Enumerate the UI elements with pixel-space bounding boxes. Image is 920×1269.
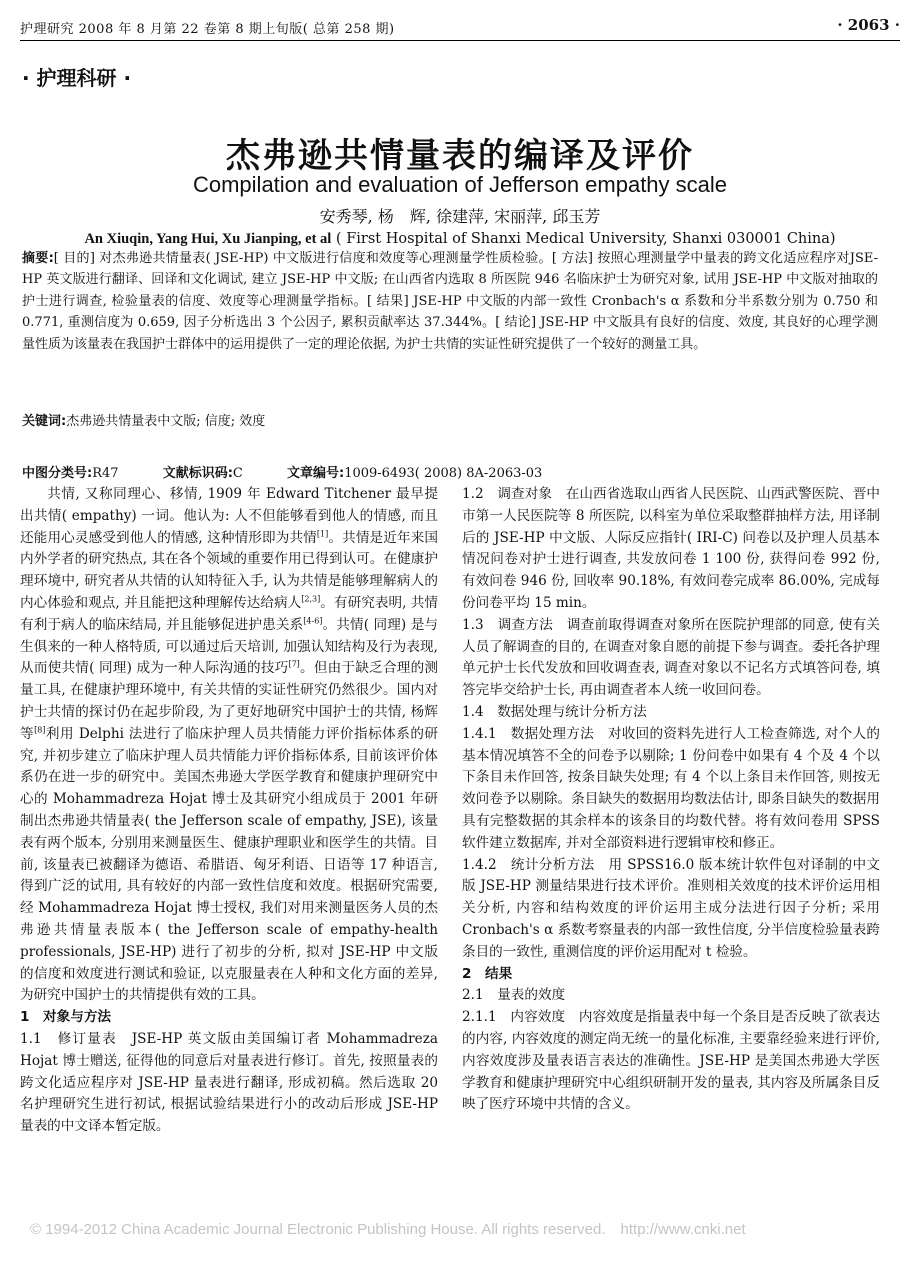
citation: [7]: [288, 659, 300, 669]
title-chinese: 杰弗逊共情量表的编译及评价: [226, 136, 694, 176]
heading-methods: 1 对象与方法: [20, 1009, 112, 1026]
section-2-1-1: 2.1.1 内容效度 内容效度是指量表中每一个条目是否反映了欲表达的内容, 内容效度的测定尚无统一的量化标准, 主要靠经验来进行评价, 内容效度涉及量表语言表达的准确性。JSE-HP 是美国杰弗逊大学医学教育和健康护理研究中心组织研制开发的量表, 其内容及所属条目反映了医疗环境中共情的含义。: [462, 1009, 880, 1113]
citation: [4-6]: [303, 616, 323, 626]
section-tag: · 护理科研 ·: [22, 66, 132, 90]
keywords: [22, 412, 878, 432]
section-1-4-heading: 1.4 数据处理与统计分析方法: [462, 703, 647, 720]
journal-info: 护理研究 2008 年 8 月第 22 卷第 8 期上旬版( 总第 258 期): [20, 22, 395, 37]
section-1-4-2: 1.4.2 统计分析方法 用 SPSS16.0 版本统计软件包对译制的中文版 JSE-HP 测量结果进行技术评价。准则相关效度的技术评价运用相关分析, 内容和结构效度的评价运用主成分法进行因子分析; 采用 Cronbach's α 系数考察量表的内部一致性信度, 分半信度检验量表跨条目的一致性, 重测信度的评价运用配对 t 检验。: [462, 856, 880, 960]
heading-results: 2 结果: [462, 965, 513, 982]
section-1-2: 1.2 调查对象 在山西省选取山西省人民医院、山西武警医院、晋中市第一人民医院等 8 所医院, 以科室为单位采取整群抽样方法, 用译制后的 JSE-HP 中文版、人际反应指针( IRI-C) 问卷以及护理人员基本情况问卷对护士进行调查, 共发放问卷 1 100 份, 获得问卷 992 份, 有效问卷 946 份, 回收率 90.18%, 有效问卷完成率 86.00%, 完成每份问卷平均 15 min。: [462, 486, 881, 611]
document-code: 文献标识码:C: [162, 466, 243, 481]
clc-number: 中图分类号:R47: [22, 466, 119, 481]
section-1-3: 1.3 调查方法 调查前取得调查对象所在医院护理部的同意, 使有关人员了解调查的目的, 在调查对象自愿的前提下参与调查。委托各护理单元护士长代发放和回收调查表, 调查对象以不记名方式填答问卷, 填答完毕交给护士长, 再由调查者本人统一收回问卷。: [462, 616, 880, 699]
left-column: [20, 484, 438, 1138]
section-1-1: 1.1 修订量表 JSE-HP 英文版由美国编订者 Mohammadreza Hojat 博士赠送, 征得他的同意后对量表进行修订。首先, 按照量表的跨文化适应程序对 JSE-HP 量表进行翻译, 形成初稿。然后选取 20 名护理研究生进行初试, 根据试验结果进行小的改动后形成 JSE-HP 量表的中文译本暂定版。: [20, 1030, 438, 1135]
section-2-1-heading: 2.1 量表的效度: [462, 987, 566, 1004]
authors-chinese: 安秀琴, 杨 辉, 徐建萍, 宋丽萍, 邱玉芳: [319, 207, 601, 226]
citation: [8]: [34, 725, 46, 735]
keywords-text: 杰弗逊共情量表中文版; 信度; 效度: [66, 414, 266, 429]
article-number: 文章编号:1009-6493( 2008) 8A-2063-03: [286, 466, 543, 481]
abstract-label: 摘要:: [22, 251, 54, 266]
running-header: [20, 16, 900, 40]
author-names: An Xiuqin, Yang Hui, Xu Jianping, et al: [84, 231, 332, 247]
intro-paragraph: 共情, 又称同理心、移情, 1909 年 Edward Titchener 最早提出共情( empathy) 一词。他认为: 人不但能够看到他人的情感, 而且还能用心灵感受到他人的情感, 这种情形即为共情[1]。共情是近年来国内外学者的研究热点, 其在各个领域的重要作用已得到认可。在健康护理环境中, 研究者从共情的认知特征入手, 认为共情是能够理解病人的内心体验和观点, 并且能把这种理解传达给病人[2,3]。有研究表明, 共情有利于病人的临床结局, 并且能够促进护患关系[4-6]。共情( 同理) 是与生俱来的一种人格特质, 可以通过后天培训, 加强认知结构及行为表现, 从而使共情( 同理) 成为一种人际沟通的技巧[7]。但由于缺乏合理的测量工具, 在健康护理环境中, 有关共情的实证性研究仍然很少。国内对护士共情的探讨仍在起步阶段, 为了更好地研究中国护士的共情, 杨辉等[8]利用 Delphi 法进行了临床护理人员共情能力评价指标体系的研究, 并初步建立了临床护理人员共情能力评价指标体系, 目前该评价体系仍在进一步的研究中。美国杰弗逊大学医学教育和健康护理研究中心的 Mohammadreza Hojat 博士及其研究小组成员于 2001 年研制出杰弗逊共情量表( the Jefferson scale of empathy, JSE), 该量表有两个版本, 分别用来测量医生、健康护理职业和医学生的共情。目前, 该量表已被翻译为德语、希腊语、匈牙利语、日语等 17 种语言, 得到广泛的试用, 具有较好的内部一致性信度和效度。根据研究需要, 经 Mohammadreza Hojat 博士授权, 我们对用来测量医务人员的杰弗逊共情量表版本( the Jefferson scale of empathy-health professionals, JSE-HP) 进行了初步的分析, 拟对 JSE-HP 中文版的信度和效度进行测试和验证, 以克服量表在人种和文化方面的差异, 为研究中国护士的共情提供有效的工具。: [20, 486, 439, 1004]
classification-line: [22, 462, 882, 481]
abstract-text: [ 目的] 对杰弗逊共情量表( JSE-HP) 中文版进行信度和效度等心理测量学性质检验。[ 方法] 按照心理测量学中量表的跨文化适应程序对JSE-HP 英文版进行翻译、回译和文化调试, 建立 JSE-HP 中文版; 在山西省内选取 8 所医院 946 名临床护士为研究对象, 试用 JSE-HP 中文版对抽取的护士进行调查, 检验量表的信度、效度等心理测量学指标。[ 结果] JSE-HP 中文版的内部一致性 Cronbach's α 系数和分半系数分别为 0.750 和 0.771, 重测信度为 0.659, 因子分析选出 3 个公因子, 累积贡献率达 37.344%。[ 结论] JSE-HP 中文版具有良好的信度、效度, 其良好的心理学测量性质为该量表在我国护士群体中的运用提供了一定的理论依据, 为护士共情的实证性研究提供了一个较好的测量工具。: [22, 251, 878, 352]
citation: [2,3]: [301, 594, 321, 604]
title-english: Compilation and evaluation of Jefferson empathy scale: [192, 172, 728, 197]
header-rule: [20, 40, 900, 41]
citation: [1]: [316, 529, 329, 539]
copyright-watermark: © 1994-2012 China Academic Journal Electronic Publishing House. All rights reserved. http://www.cnki.net: [30, 1221, 746, 1238]
right-column: [462, 484, 880, 1116]
author-affiliation: ( First Hospital of Shanxi Medical University, Shanxi 030001 China): [331, 231, 836, 247]
section-1-4-1: 1.4.1 数据处理方法 对收回的资料先进行人工检查筛选, 对个人的基本情况填答不全的问卷予以剔除; 1 份问卷中如果有 4 个及 4 个以下条目未作回答, 按条目缺失处理; 有 4 个以上条目未作回答, 则按无效问卷予以剔除。条目缺失的数据用均数法估计, 即条目缺失的数据用具有完整数据的其余样本的该条目的均数代替。将有效问卷用 SPSS 软件建立数据库, 并对全部资料进行逻辑审校和修正。: [462, 725, 881, 851]
keywords-label: 关键词:: [22, 414, 67, 429]
page-number: · 2063 ·: [837, 16, 900, 34]
authors-english: [30, 231, 890, 248]
abstract: [22, 248, 878, 355]
